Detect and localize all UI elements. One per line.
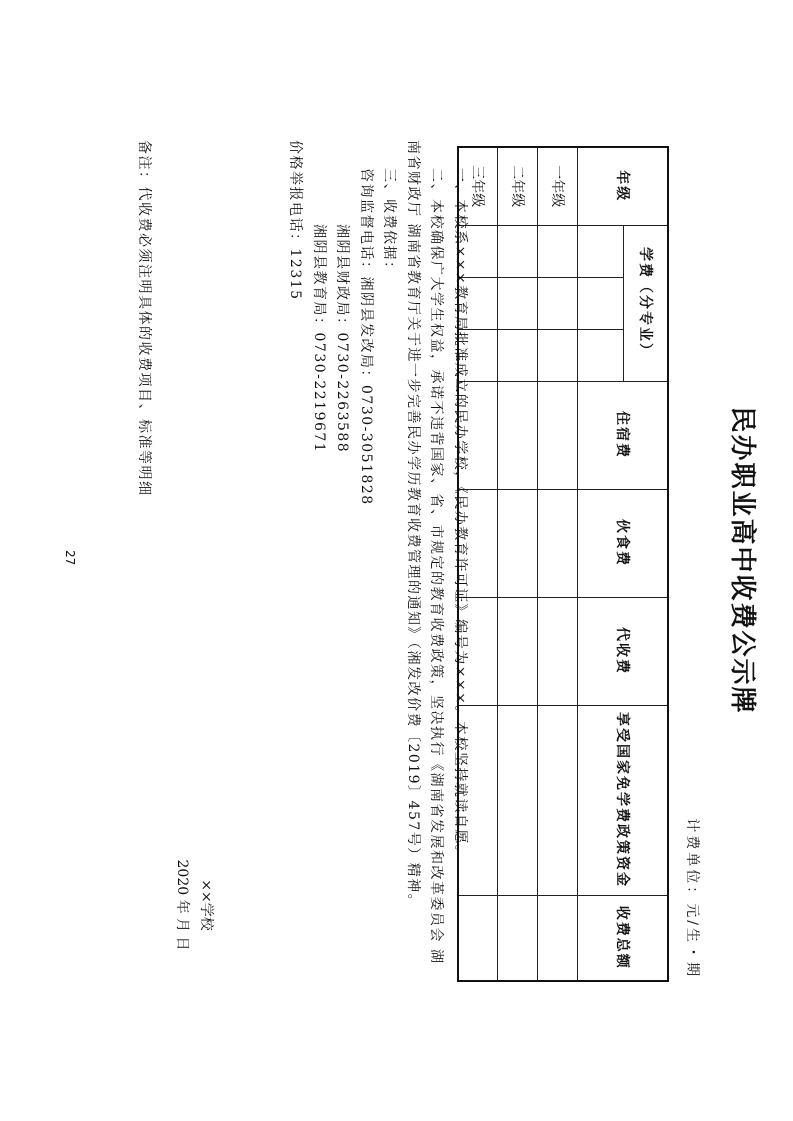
billing-unit: 计费单位：元/生・期 (684, 818, 700, 979)
table-cell (538, 705, 578, 895)
table-cell (498, 705, 538, 895)
table-row (498, 147, 538, 981)
table-cell (538, 489, 578, 597)
table-cell (498, 489, 538, 597)
notes-section (283, 140, 471, 1000)
table-cell (498, 329, 538, 381)
page-number: 27 (63, 550, 77, 566)
table-cell (538, 597, 578, 705)
page-title: 民办职业高中收费公示牌 (727, 406, 757, 715)
supervision-phone: 咨询监督电话：湘阴县发改局：0730-3051828 (358, 168, 374, 506)
table-cell (498, 381, 538, 489)
tuition-subcell (578, 277, 624, 329)
header-grade: 年级 (578, 147, 668, 225)
tuition-subcell (578, 225, 624, 277)
header-total: 收费总额 (578, 895, 668, 981)
table-cell (538, 329, 578, 381)
table-cell (538, 277, 578, 329)
table-cell (498, 895, 538, 981)
grade-cell: 三年级 (458, 147, 498, 225)
supervision-phone: 湘阴县财政局：0730-2263588 (334, 224, 351, 454)
table-cell (538, 895, 578, 981)
header-exemption: 享受国家免学费政策资金 (578, 705, 668, 895)
table-cell (498, 277, 538, 329)
note-line: 南省财政厅 湖南省教育厅关于进一步完善民办学历教育收费管理的通知》（湘发改价费〔2019〕457号）精神。 (405, 140, 421, 910)
grade-cell: 二年级 (498, 147, 538, 225)
table-cell (538, 225, 578, 277)
tuition-subcell (578, 329, 624, 381)
note-line: 二、本校确保广大学生权益，承诺不违背国家、省、市规定的教育收费政策，坚决执行《湖南省发展和改革委员会 湖 (428, 168, 445, 965)
note-line: 一、本校系×××教育局批准成立的民办学校，《民办教育许可证》编号为×××。本校坚持就读自愿。 (452, 168, 468, 861)
remark: 备注：代收费必须注明具体的收费项目、标准等明细 (136, 140, 152, 497)
header-lodging: 住宿费 (578, 381, 668, 489)
report-phone: 价格举报电话：12315 (287, 140, 304, 301)
fee-table (457, 146, 669, 982)
school-name: ××学校 (198, 879, 214, 931)
header-tuition: 学费（分专业） (624, 225, 668, 381)
note-line: 三、收费依据： (381, 168, 398, 277)
signature-block (170, 840, 218, 970)
supervision-phone: 湘阴县教育局：0730-2219671 (311, 224, 327, 454)
grade-cell: 一年级 (538, 147, 578, 225)
header-meals: 伙食费 (578, 489, 668, 597)
sign-date: 2020 年 月 日 (174, 859, 190, 951)
table-cell (538, 381, 578, 489)
header-agency-fee: 代收费 (578, 597, 668, 705)
table-row (538, 147, 578, 981)
table-cell (498, 225, 538, 277)
header-row-1 (624, 147, 668, 981)
table-cell (498, 597, 538, 705)
